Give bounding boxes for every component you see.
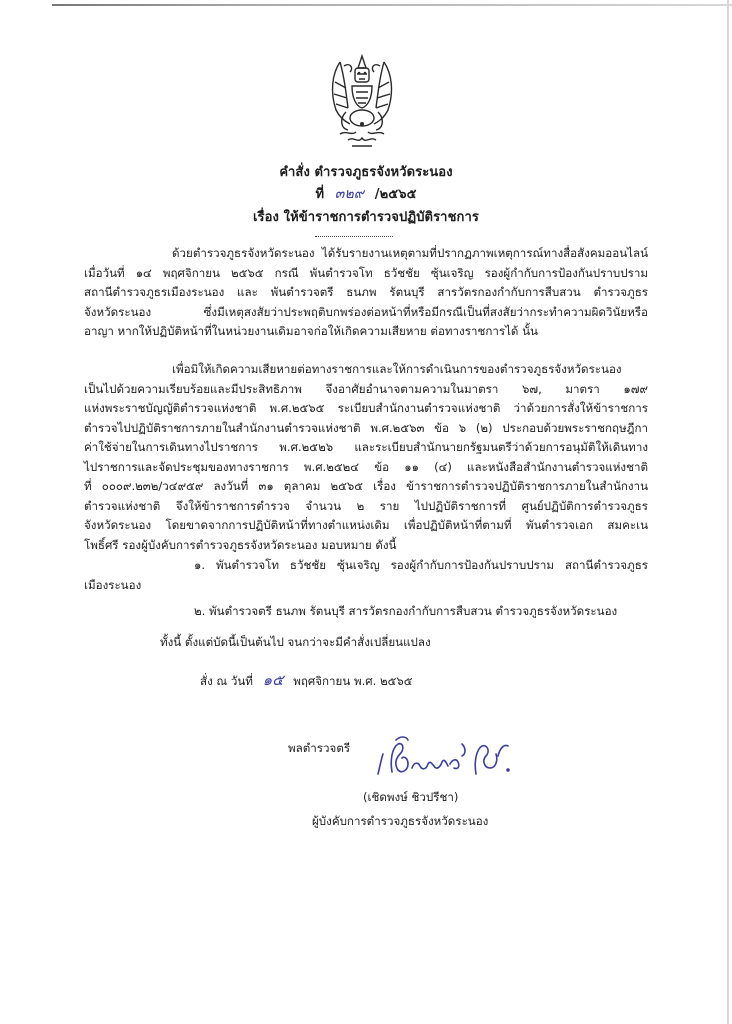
order-number-year: /๒๕๖๕ — [374, 187, 417, 202]
separator-dots — [315, 236, 393, 237]
order-number-prefix: ที่ — [315, 187, 325, 202]
order-date — [200, 668, 413, 692]
signer-name: (เชิดพงษ์ ชิวปรีชา) — [363, 790, 459, 804]
page-edge-top — [52, 4, 732, 6]
paragraph-line: เป็นไปด้วยความเรียบร้อยและมีประสิทธิภาพ จึงอาศัยอำนาจตามความในมาตรา ๖๗, มาตรา ๑๗๙ — [84, 381, 648, 396]
paragraph-line: ค่าใช้จ่ายในการเดินทางไปราชการ พ.ศ.๒๕๒๖ และระเบียบสำนักนายกรัฐมนตรีว่าด้วยการอนุมัติให้เดินทาง — [84, 440, 648, 454]
date-prefix: สั่ง ณ วันที่ — [200, 674, 253, 688]
paragraph-line: โพธิ์ศรี รองผู้บังคับการตำรวจภูธรจังหวัดระนอง มอบหมาย ดังนี้ — [84, 537, 397, 552]
paragraph-line: จังหวัดระนอง โดยขาดจากการปฏิบัติหน้าที่ทางตำแหน่งเดิม เพื่อปฏิบัติหน้าที่ตามที่ พันตำรวจเอก สมคะเน — [84, 518, 648, 532]
paragraph-line: แห่งพระราชบัญญัติตำรวจแห่งชาติ พ.ศ.๒๕๖๕ ระเบียบสำนักงานตำรวจแห่งชาติ ว่าด้วยการสั่งให้ข้าราชการ — [84, 401, 648, 415]
signer-position: ผู้บังคับการตำรวจภูธรจังหวัดระนอง — [312, 814, 489, 828]
paragraph-line: ที่ ๐๐๐๙.๒๓๒/ว๔๙๕๙ ลงวันที่ ๓๑ ตุลาคม ๒๕๖๕ เรื่อง ข้าราชการตำรวจปฏิบัติราชการภายในสำนักงาน — [84, 479, 648, 493]
page-edge-right — [727, 0, 729, 1024]
handwritten-signature-icon — [374, 734, 524, 784]
assignment-item-2 — [84, 602, 648, 622]
paragraph-line: ตำรวจไปปฏิบัติราชการภายในสำนักงานตำรวจแห่งชาติ พ.ศ.๒๕๖๓ ข้อ ๖ (๒) ประกอบด้วยพระราชกฤษฎีกา — [84, 420, 648, 435]
paragraph-authority — [84, 360, 648, 555]
paragraph-line: สถานีตำรวจภูธรเมืองระนอง และ พันตำรวจตรี ธนภพ รัตนบุรี สารวัตรกองกำกับการสืบสวน ตำรวจภูธร — [84, 285, 648, 299]
paragraph-line: เพื่อมิให้เกิดความเสียหายต่อทางราชการและให้การดำเนินการของตำรวจภูธรจังหวัดระนอง — [172, 362, 622, 376]
paragraph-line: จังหวัดระนอง ซึ่งมีเหตุสงสัยว่าประพฤติบกพร่องต่อหน้าที่หรือมีกรณีเป็นที่สงสัยว่ากระทำความผิดวินัยหรือ — [84, 304, 648, 319]
assignment-item-1 — [84, 556, 648, 595]
effective-statement: ทั้งนี้ ตั้งแต่บัดนี้เป็นต้นไป จนกว่าจะมีคำสั่งเปลี่ยนแปลง — [160, 635, 431, 649]
item-line: ๒. พันตำรวจตรี ธนภพ รัตนบุรี สารวัตรกองกำกับการสืบสวน ตำรวจภูธรจังหวัดระนอง — [194, 604, 618, 618]
paragraph-line: เมื่อวันที่ ๑๔ พฤศจิกายน ๒๕๖๕ กรณี พันตำรวจโท ธวัชชัย ซุ้นเจริญ รองผู้กำกับการป้องกันปราบปราม — [84, 265, 648, 280]
item-line: ๑. พันตำรวจโท ธวัชชัย ซุ้นเจริญ รองผู้กำกับการป้องกันปราบปราม สถานีตำรวจภูธร — [194, 558, 648, 572]
date-day-handwritten: ๑๕ — [262, 671, 284, 689]
order-number — [0, 183, 732, 205]
paragraph-line: ตำรวจแห่งชาติ จึงให้ข้าราชการตำรวจ จำนวน ๒ ราย ไปปฏิบัติราชการที่ ศูนย์ปฏิบัติการตำรวจภูธร — [84, 498, 648, 513]
garuda-emblem-icon — [304, 52, 420, 152]
order-title: คำสั่ง ตำรวจภูธรจังหวัดระนอง — [279, 165, 453, 180]
date-rest: พฤศจิกายน พ.ศ. ๒๕๖๕ — [293, 674, 413, 688]
paragraph-line: อาญา หากให้ปฏิบัติหน้าที่ในหน่วยงานเดิมอาจก่อให้เกิดความเสียหาย ต่อทางราชการได้ นั้น — [84, 324, 538, 338]
item-line: เมืองระนอง — [84, 577, 142, 592]
paragraph-line: ด้วยตำรวจภูธรจังหวัดระนอง ได้รับรายงานเหตุตามที่ปรากฏภาพเหตุการณ์ทางสื่อสังคมออนไลน์ — [172, 246, 648, 260]
paragraph-reason — [84, 244, 648, 342]
order-subject: เรื่อง ให้ข้าราชการตำรวจปฏิบัติราชการ — [253, 210, 479, 225]
paragraph-line: ไปราชการและจัดประชุมของทางราชการ พ.ศ.๒๕๒๔ ข้อ ๑๑ (๔) และหนังสือสำนักงานตำรวจแห่งชาติ — [84, 459, 648, 474]
signer-rank: พลตำรวจตรี — [288, 741, 351, 755]
order-number-handwritten: ๓๒๙ — [334, 186, 365, 202]
